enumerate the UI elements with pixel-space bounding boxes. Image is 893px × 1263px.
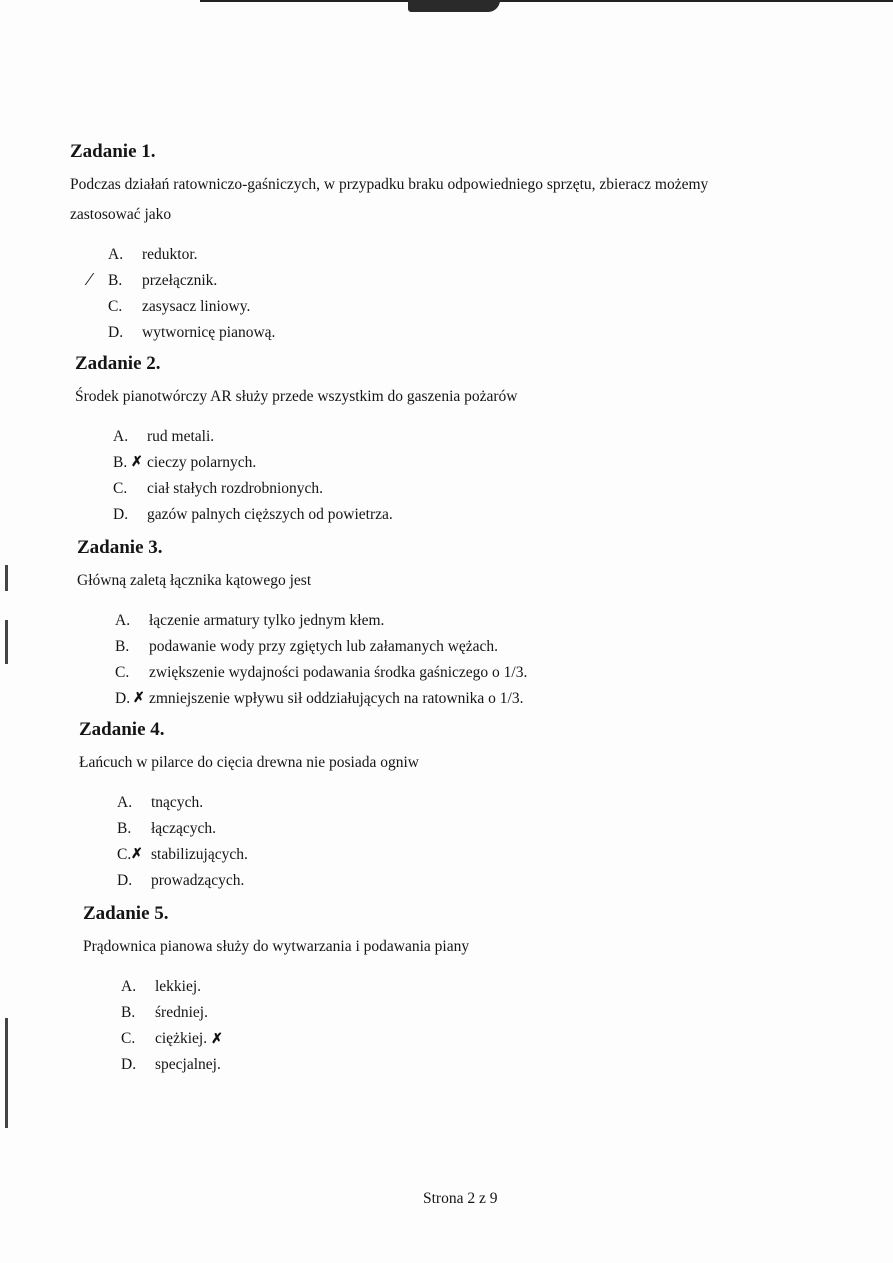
task-question <box>70 170 708 230</box>
option-text: rud metali. <box>147 428 215 445</box>
answer-option-c[interactable] <box>117 842 419 868</box>
option-letter: A. <box>108 246 124 263</box>
answer-options <box>117 790 419 894</box>
answer-options <box>115 608 527 712</box>
answer-option-d[interactable] <box>108 320 708 346</box>
option-letter: D. <box>117 872 133 889</box>
option-text: zmniejszenie wpływu sił oddziałujących na ratownika o 1/3. <box>149 690 524 707</box>
option-letter: B. <box>108 272 123 289</box>
option-text: stabilizujących. <box>151 846 248 863</box>
option-text: tnących. <box>151 794 204 811</box>
question-line: zastosować jako <box>70 206 172 223</box>
task-3 <box>77 536 527 712</box>
option-letter: A. <box>121 978 137 995</box>
option-text: prowadzących. <box>151 872 245 889</box>
option-text: lekkiej. <box>155 978 202 995</box>
task-question <box>79 748 419 778</box>
answer-option-d[interactable] <box>117 868 419 894</box>
option-text: łączących. <box>151 820 216 837</box>
option-letter: B. <box>113 454 128 471</box>
handwritten-x-mark-icon: ✗ <box>211 1032 223 1047</box>
option-letter: D. <box>121 1056 137 1073</box>
scan-artifact-blot <box>408 0 500 12</box>
answer-option-a[interactable] <box>121 974 469 1000</box>
task-question <box>75 382 518 412</box>
option-text: cieczy polarnych. <box>147 454 257 471</box>
answer-option-c[interactable] <box>108 294 708 320</box>
task-4 <box>79 718 419 894</box>
handwritten-x-mark-icon: ✗ <box>133 691 145 706</box>
option-text: zwiększenie wydajności podawania środka gaśniczego o 1/3. <box>149 664 528 681</box>
task-1 <box>70 140 708 346</box>
option-letter: A. <box>113 428 129 445</box>
task-question <box>77 566 527 596</box>
page-number: Strona 2 z 9 <box>423 1190 498 1207</box>
option-text: zasysacz liniowy. <box>142 298 251 315</box>
answer-option-b[interactable] <box>121 1000 469 1026</box>
option-text: podawanie wody przy zgiętych lub załamanych wężach. <box>149 638 499 655</box>
option-text: łączenie armatury tylko jednym kłem. <box>149 612 385 629</box>
answer-option-d[interactable] <box>113 502 518 528</box>
task-question <box>83 932 469 962</box>
option-text: reduktor. <box>142 246 198 263</box>
task-title: Zadanie 1. <box>70 141 156 162</box>
answer-option-d[interactable] <box>121 1052 469 1078</box>
scan-top-border <box>200 0 893 2</box>
option-letter: D. <box>115 690 131 707</box>
answer-option-c[interactable] <box>115 660 527 686</box>
question-line: Łańcuch w pilarce do cięcia drewna nie posiada ogniw <box>79 754 419 771</box>
question-line: Podczas działań ratowniczo-gaśniczych, w przypadku braku odpowiedniego sprzętu, zbieracz możemy <box>70 176 709 193</box>
option-letter: B. <box>117 820 132 837</box>
option-letter: D. <box>113 506 129 523</box>
option-letter: A. <box>115 612 131 629</box>
option-text: wytwornicę pianową. <box>142 324 276 341</box>
option-letter: B. <box>121 1004 136 1021</box>
option-letter: C. <box>113 480 128 497</box>
answer-option-a[interactable] <box>113 424 518 450</box>
task-2 <box>75 352 518 528</box>
answer-option-c[interactable] <box>121 1026 469 1052</box>
handwritten-x-mark-icon: ✗ <box>131 847 143 862</box>
task-title: Zadanie 4. <box>79 719 165 740</box>
option-text: ciężkiej. <box>155 1030 208 1047</box>
handwritten-x-mark-icon: ⁄ <box>88 269 92 289</box>
answer-options <box>88 242 708 346</box>
task-5 <box>83 902 469 1078</box>
option-letter: B. <box>115 638 130 655</box>
answer-options <box>121 974 469 1078</box>
option-text: specjalnej. <box>155 1056 221 1073</box>
option-letter: C. <box>117 846 132 863</box>
option-letter: C. <box>108 298 123 315</box>
task-title: Zadanie 2. <box>75 353 161 374</box>
answer-option-b[interactable] <box>115 634 527 660</box>
handwritten-x-mark-icon: ✗ <box>131 455 143 470</box>
answer-option-b[interactable] <box>88 268 708 294</box>
task-title: Zadanie 5. <box>83 903 169 924</box>
answer-option-a[interactable] <box>108 242 708 268</box>
answer-option-b[interactable] <box>113 450 518 476</box>
option-letter: C. <box>121 1030 136 1047</box>
option-text: przełącznik. <box>142 272 218 289</box>
option-text: ciał stałych rozdrobnionych. <box>147 480 324 497</box>
question-line: Prądownica pianowa służy do wytwarzania i podawania piany <box>83 938 470 955</box>
answer-option-a[interactable] <box>117 790 419 816</box>
answer-option-c[interactable] <box>113 476 518 502</box>
option-text: średniej. <box>155 1004 208 1021</box>
answer-options <box>113 424 518 528</box>
option-text: gazów palnych cięższych od powietrza. <box>147 506 393 523</box>
question-line: Środek pianotwórczy AR służy przede wszystkim do gaszenia pożarów <box>75 388 518 405</box>
option-letter: C. <box>115 664 130 681</box>
binder-hole-marks <box>5 0 17 1263</box>
task-title: Zadanie 3. <box>77 537 163 558</box>
option-letter: D. <box>108 324 124 341</box>
answer-option-b[interactable] <box>117 816 419 842</box>
question-line: Główną zaletą łącznika kątowego jest <box>77 572 312 589</box>
answer-option-d[interactable] <box>115 686 527 712</box>
option-letter: A. <box>117 794 133 811</box>
answer-option-a[interactable] <box>115 608 527 634</box>
